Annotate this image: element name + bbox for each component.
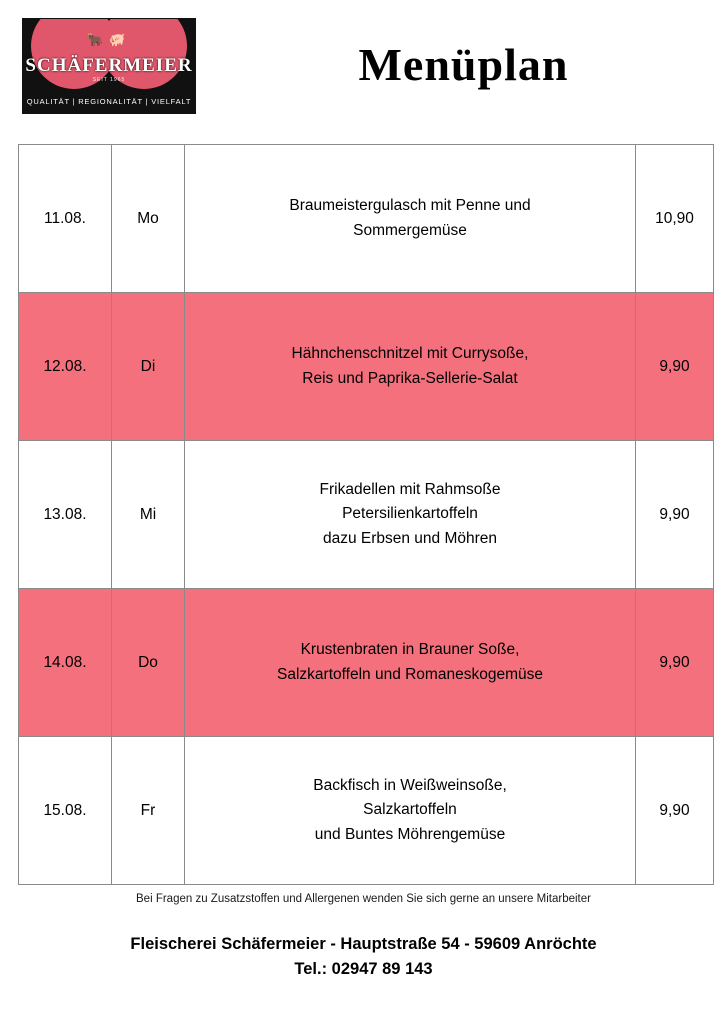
cell-dish	[185, 589, 636, 737]
dish-line: Petersilienkartoffeln	[342, 505, 478, 523]
cell-day: Di	[112, 293, 185, 441]
table-row	[19, 589, 714, 737]
cell-day: Do	[112, 589, 185, 737]
cell-price: 9,90	[636, 737, 714, 885]
cow-and-pig-icon: 🐂🐖	[86, 32, 132, 47]
cell-dish	[185, 737, 636, 885]
cell-date: 13.08.	[19, 441, 112, 589]
dish-line: Frikadellen mit Rahmsoße	[319, 481, 501, 499]
footer-address: Fleischerei Schäfermeier - Hauptstraße 54 - 59609 Anröchte	[130, 935, 597, 953]
cell-price: 10,90	[636, 145, 714, 293]
dish-line: und Buntes Möhrengemüse	[314, 825, 506, 843]
cell-dish	[185, 293, 636, 441]
footer-contact	[0, 932, 727, 982]
logo-company-name: SCHÄFERMEIER	[25, 55, 193, 76]
table-row	[19, 737, 714, 885]
dish-line: Backfisch in Weißweinsoße,	[313, 777, 507, 795]
table-row	[19, 441, 714, 589]
logo-since-text: SEIT 1965	[92, 77, 126, 83]
dish-line: Krustenbraten in Brauner Soße,	[300, 641, 520, 659]
logo-tagline: QUALITÄT | REGIONALITÄT | VIELFALT	[26, 97, 192, 106]
menu-table	[18, 144, 714, 885]
page-title: Menüplan	[358, 39, 569, 90]
cell-day: Mo	[112, 145, 185, 293]
cell-date: 15.08.	[19, 737, 112, 885]
footer-phone: Tel.: 02947 89 143	[294, 959, 433, 978]
cell-day: Fr	[112, 737, 185, 885]
dish-line: Sommergemüse	[353, 221, 467, 239]
table-row	[19, 293, 714, 441]
cell-date: 11.08.	[19, 145, 112, 293]
cell-price: 9,90	[636, 589, 714, 737]
dish-line: Hähnchenschnitzel mit Currysoße,	[291, 345, 529, 363]
cell-dish	[185, 441, 636, 589]
dish-line: Braumeistergulasch mit Penne und	[289, 197, 531, 215]
cell-price: 9,90	[636, 441, 714, 589]
table-row	[19, 145, 714, 293]
dish-line: Reis und Paprika-Sellerie-Salat	[302, 369, 518, 387]
company-logo	[22, 18, 196, 114]
allergen-note: Bei Fragen zu Zusatzstoffen und Allergenen wenden Sie sich gerne an unsere Mitarbeiter	[136, 893, 591, 905]
cell-date: 14.08.	[19, 589, 112, 737]
cell-price: 9,90	[636, 293, 714, 441]
dish-line: dazu Erbsen und Möhren	[322, 529, 498, 547]
page-header	[0, 0, 727, 120]
cell-date: 12.08.	[19, 293, 112, 441]
cell-day: Mi	[112, 441, 185, 589]
cell-dish	[185, 145, 636, 293]
dish-line: Salzkartoffeln	[363, 801, 457, 819]
dish-line: Salzkartoffeln und Romaneskogemüse	[277, 665, 543, 683]
